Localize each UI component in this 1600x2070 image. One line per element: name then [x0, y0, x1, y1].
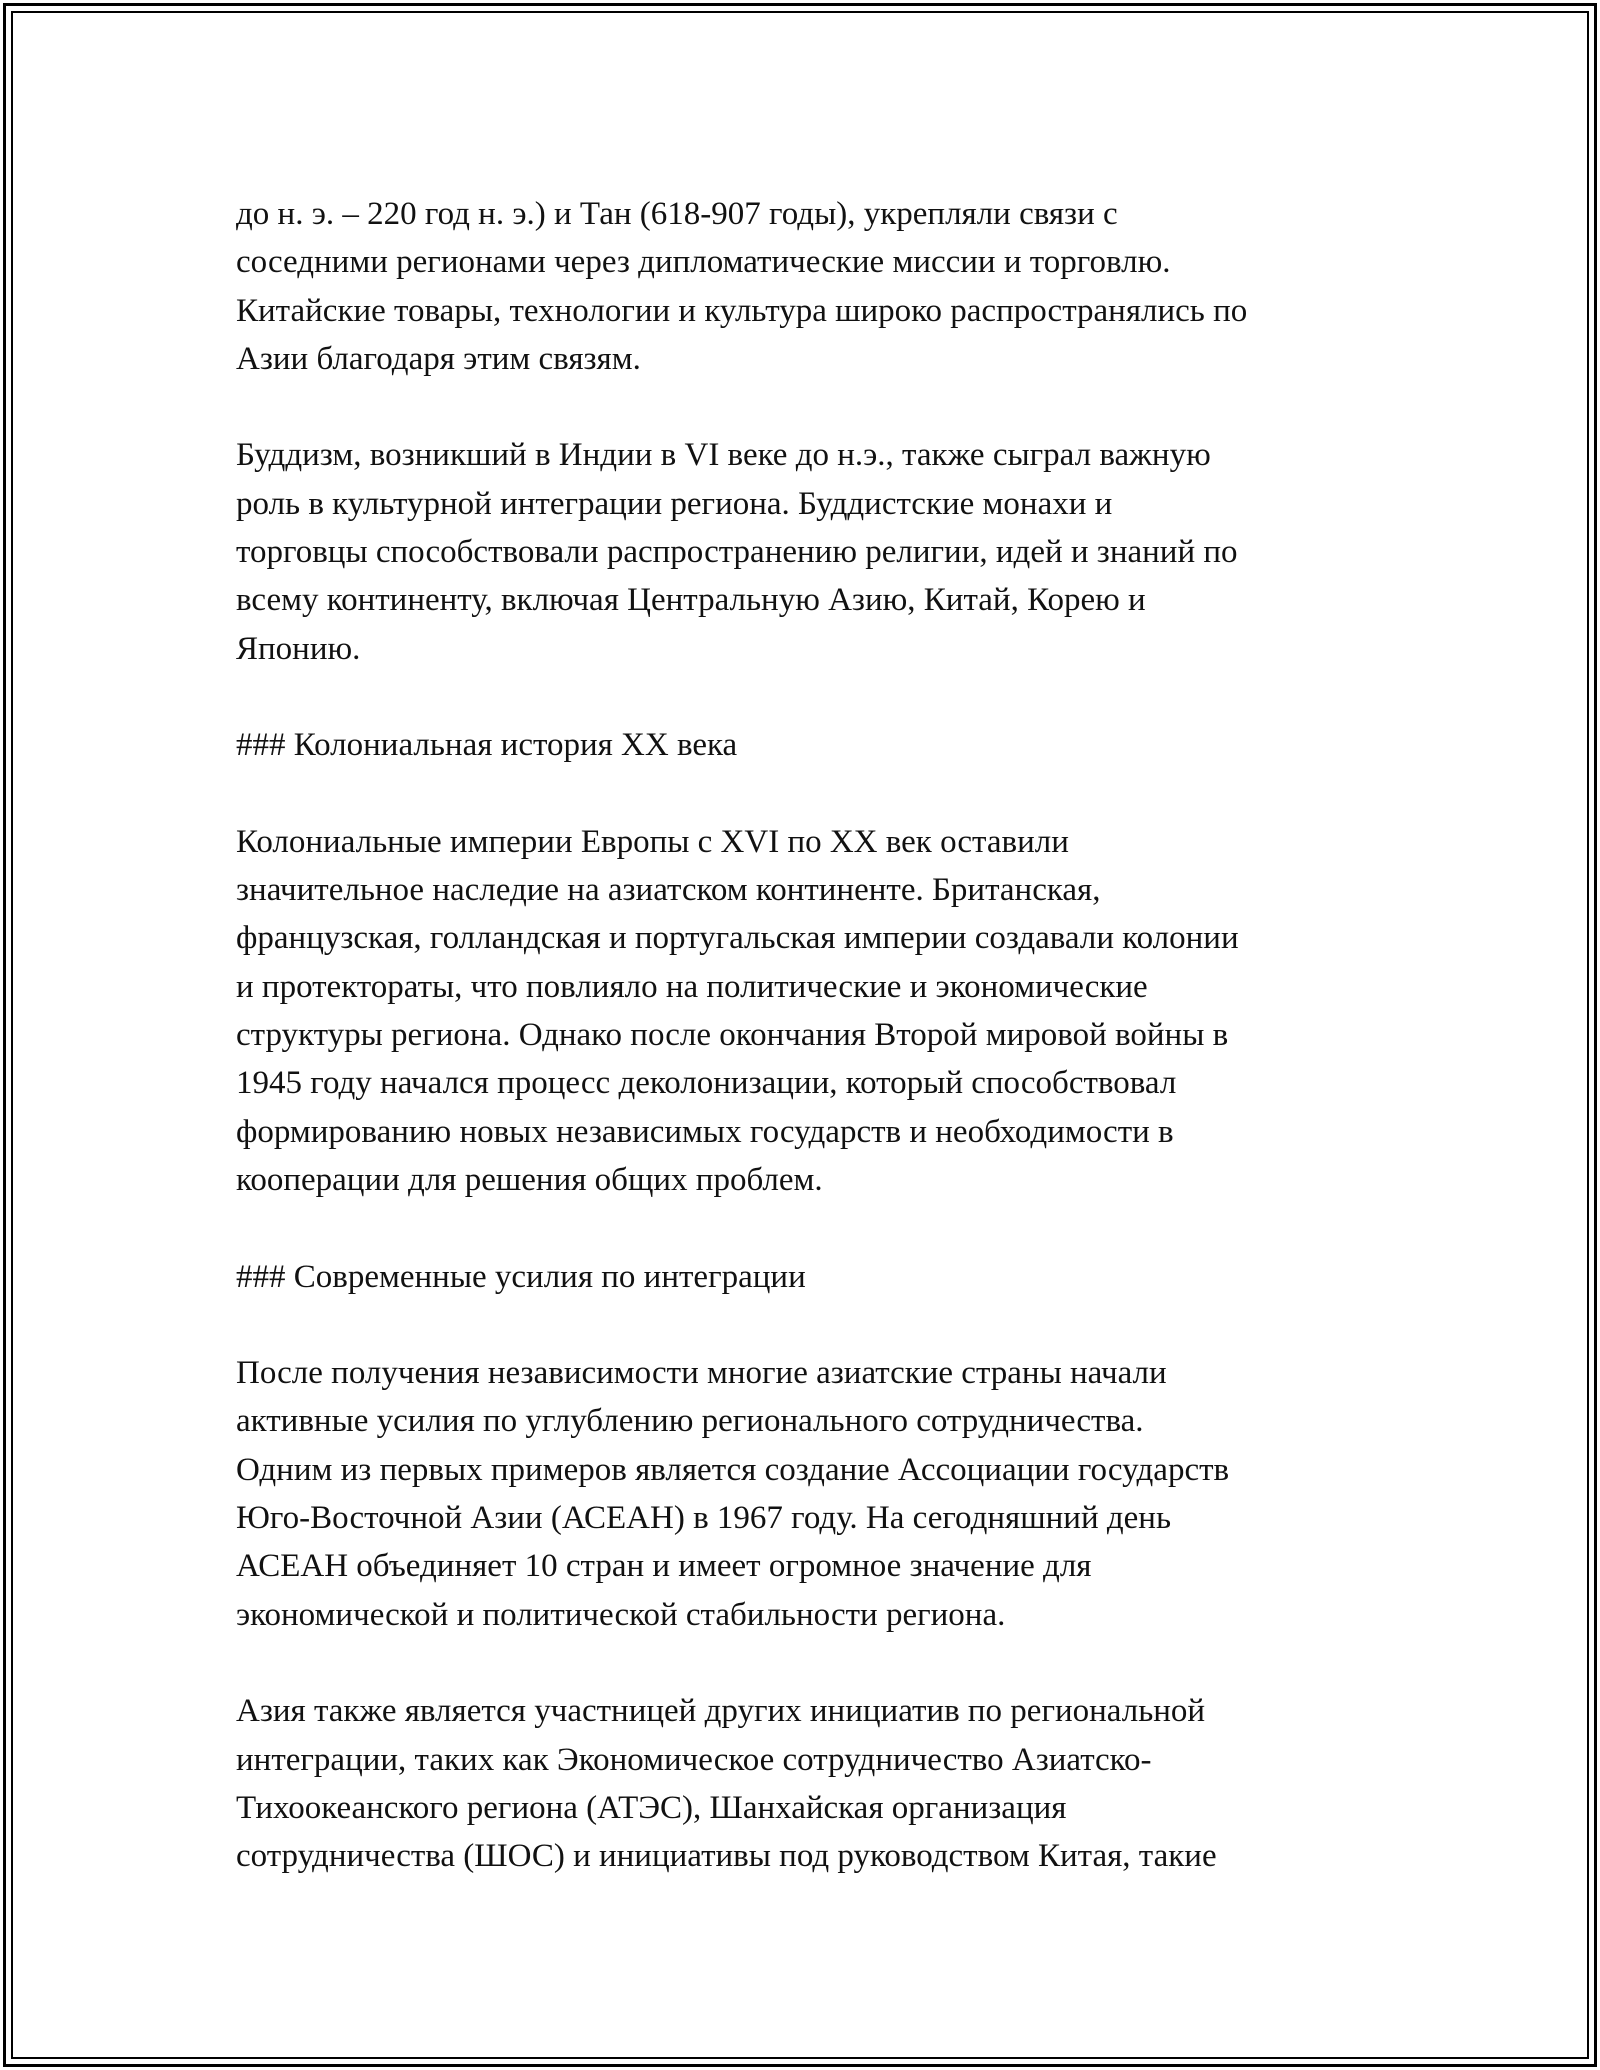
- text-line: активные усилия по углублению регионального сотрудничества.: [236, 1403, 1144, 1440]
- paragraph-spacer: [236, 673, 1376, 721]
- body-paragraph: [236, 431, 1376, 672]
- text-line: до н. э. – 220 год н. э.) и Тан (618-907 годы), укрепляли связи с: [236, 196, 1118, 232]
- text-line: Китайские товары, технологии и культура широко распространялись по: [236, 292, 1248, 329]
- text-line: кооперации для решения общих проблем.: [236, 1161, 823, 1198]
- text-line: Одним из первых примеров является создание Ассоциации государств: [236, 1451, 1230, 1488]
- text-line: структуры региона. Однако после окончания Второй мировой войны в: [236, 1017, 1229, 1054]
- body-paragraph: [236, 1687, 1376, 1880]
- text-line: После получения независимости многие азиатские страны начали: [236, 1355, 1167, 1392]
- text-line: Азии благодаря этим связям.: [236, 340, 641, 377]
- text-line: Колониальные империи Европы с XVI по XX век оставили: [236, 823, 1069, 860]
- paragraph-spacer: [236, 1204, 1376, 1252]
- paragraph-spacer: [236, 1301, 1376, 1349]
- text-line: формированию новых независимых государств и необходимости в: [236, 1113, 1174, 1150]
- paragraph-spacer: [236, 383, 1376, 431]
- section-heading: [236, 721, 1376, 769]
- text-line: экономической и политической стабильности региона.: [236, 1596, 1006, 1633]
- text-line: ### Современные усилия по интеграции: [236, 1258, 806, 1295]
- text-line: Тихоокеанского региона (АТЭС), Шанхайская организация: [236, 1789, 1067, 1826]
- text-line: ### Колониальная история XX века: [236, 727, 738, 764]
- section-heading: [236, 1253, 1376, 1301]
- text-line: всему континенту, включая Центральную Азию, Китай, Корею и: [236, 582, 1146, 619]
- text-line: АСЕАН объединяет 10 стран и имеет огромное значение для: [236, 1548, 1092, 1585]
- text-line: Азия также является участницей других инициатив по региональной: [236, 1693, 1206, 1730]
- body-paragraph: [236, 818, 1376, 1204]
- text-line: соседними регионами через дипломатические миссии и торговлю.: [236, 244, 1171, 281]
- text-line: сотрудничества (ШОС) и инициативы под руководством Китая, такие: [236, 1838, 1217, 1875]
- paragraph-spacer: [236, 770, 1376, 818]
- text-line: Юго-Восточной Азии (АСЕАН) в 1967 году. На сегодняшний день: [236, 1500, 1172, 1537]
- text-line: Буддизм, возникший в Индии в VI веке до н.э., также сыграл важную: [236, 437, 1211, 474]
- text-line: французская, голландская и португальская империи создавали колонии: [236, 920, 1239, 957]
- body-paragraph: [236, 190, 1376, 383]
- text-line: роль в культурной интеграции региона. Буддистские монахи и: [236, 485, 1113, 522]
- text-line: торговцы способствовали распространению религии, идей и знаний по: [236, 534, 1238, 571]
- document-body: [236, 190, 1376, 1880]
- text-line: 1945 году начался процесс деколонизации, который способствовал: [236, 1065, 1177, 1102]
- paragraph-spacer: [236, 1639, 1376, 1687]
- text-line: интеграции, таких как Экономическое сотрудничество Азиатско-: [236, 1741, 1152, 1778]
- text-line: значительное наследие на азиатском континенте. Британская,: [236, 872, 1101, 909]
- body-paragraph: [236, 1349, 1376, 1639]
- text-line: Японию.: [236, 630, 361, 667]
- text-line: и протектораты, что повлияло на политические и экономические: [236, 968, 1148, 1005]
